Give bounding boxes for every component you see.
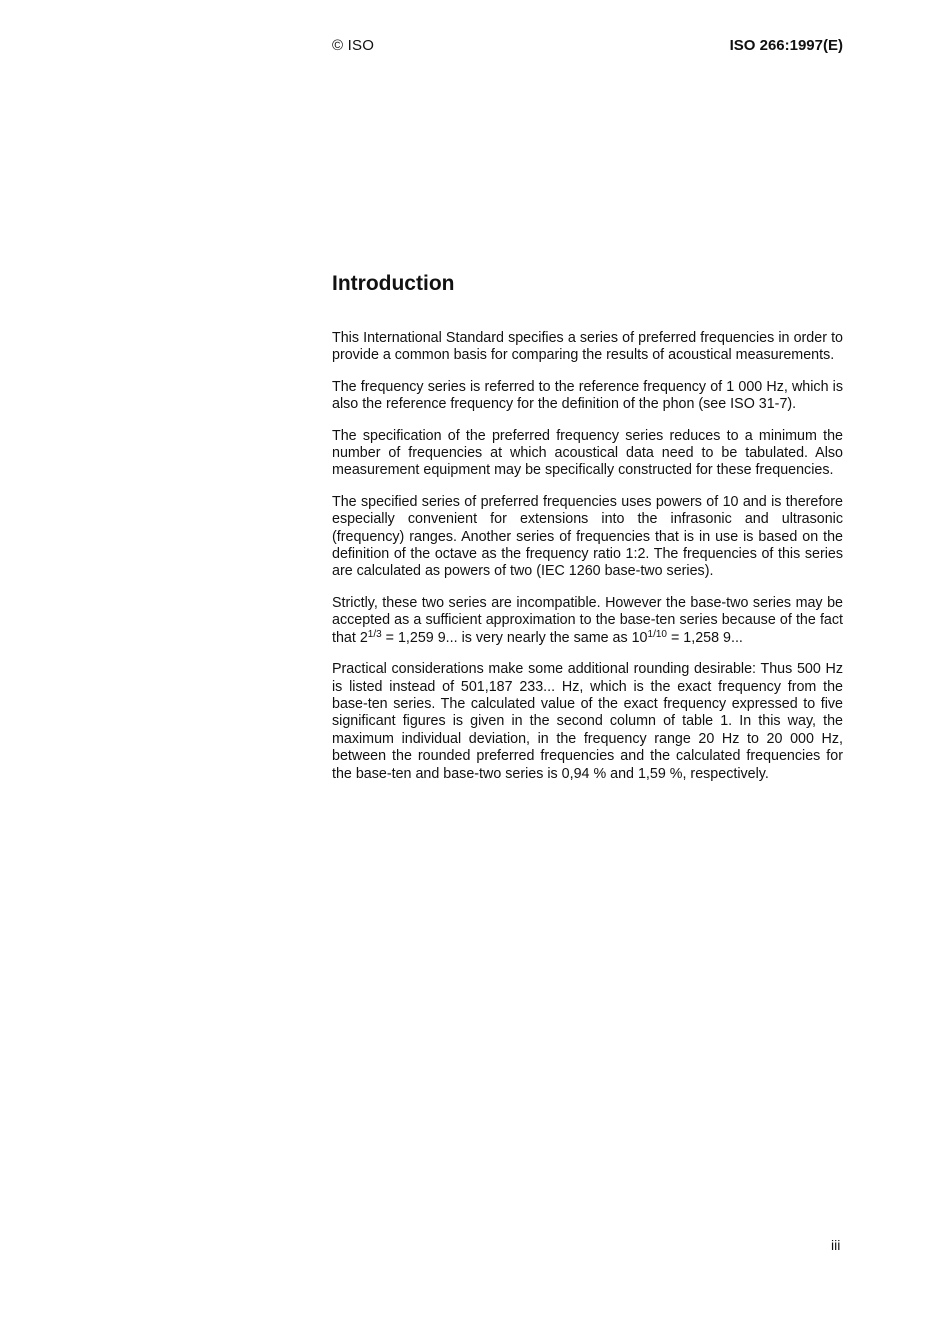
exponent-one-tenth: 1/10 bbox=[647, 628, 667, 640]
paragraph-5-part-c: = 1,258 9... bbox=[666, 629, 743, 646]
exponent-one-third: 1/3 bbox=[367, 628, 382, 640]
paragraph-1: This International Standard specifies a series of preferred frequencies in order to provide a common basis for comparing the results of acoustical measurements. bbox=[332, 330, 843, 364]
header-standard-number: ISO 266:1997(E) bbox=[729, 37, 843, 54]
introduction-body bbox=[332, 330, 843, 797]
paragraph-5-part-b: = 1,259 9... is very nearly the same as 10 bbox=[381, 629, 648, 646]
paragraph-5 bbox=[332, 595, 843, 647]
section-title: Introduction bbox=[332, 272, 455, 295]
header-copyright: © ISO bbox=[332, 37, 375, 54]
paragraph-4: The specified series of preferred frequencies uses powers of 10 and is therefore especially convenient for extensions into the infrasonic and ultrasonic (frequency) ranges. Another series of frequencies that is in use is based on the definition of the octave as the frequency ratio 1:2. The frequencies of this series are calculated as powers of two (IEC 1260 base-two series). bbox=[332, 493, 843, 580]
paragraph-5-part-a: Strictly, these two series are incompatible. However the base-two series may be accepted as a sufficient approximation to the base-ten series because of the fact that 2 bbox=[332, 594, 843, 646]
paragraph-6: Practical considerations make some additional rounding desirable: Thus 500 Hz is listed instead of 501,187 233... Hz, which is the exact frequency from the base-ten series. The calculated value of the exact frequency expressed to five significant figures is given in the second column of table 1. In this way, the maximum individual deviation, in the frequency range 20 Hz to 20 000 Hz, between the rounded preferred frequencies and the calculated frequencies for the base-ten and base-two series is 0,94 % and 1,59 %, respectively. bbox=[332, 661, 843, 782]
page-number: iii bbox=[831, 1237, 841, 1253]
paragraph-2: The frequency series is referred to the reference frequency of 1 000 Hz, which is also the reference frequency for the definition of the phon (see ISO 31-7). bbox=[332, 378, 843, 413]
paragraph-3: The specification of the preferred frequency series reduces to a minimum the number of frequencies at which acoustical data need to be tabulated. Also measurement equipment may be specifically constructed for these frequencies. bbox=[332, 427, 843, 479]
